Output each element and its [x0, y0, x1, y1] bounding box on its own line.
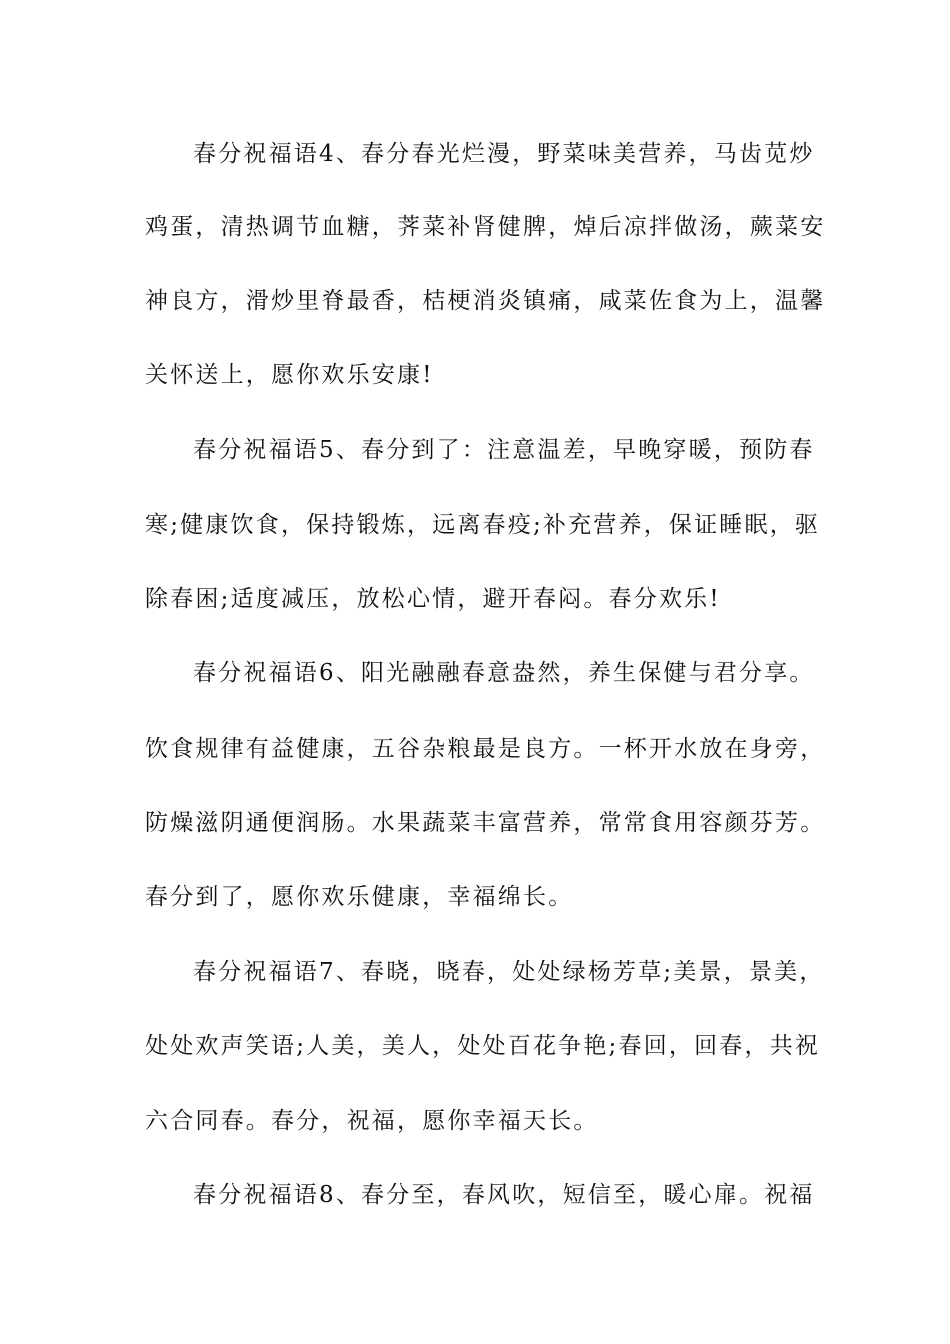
text-line: 寒;健康饮食，保持锻炼，远离春疫;补充营养，保证睡眠，驱	[145, 512, 821, 538]
text-line: 处处欢声笑语;人美，美人，处处百花争艳;春回，回春，共祝	[145, 1033, 821, 1059]
text-line: 防燥滋阴通便润肠。水果蔬菜丰富营养，常常食用容颜芬芳。	[145, 810, 826, 836]
text-line: 春分祝福语5、春分到了：注意温差，早晚穿暖，预防春	[193, 437, 815, 463]
text-line: 除春困;适度减压，放松心情，避开春闷。春分欢乐!	[145, 586, 721, 612]
text-line: 鸡蛋，清热调节血糖，荠菜补肾健脾，焯后凉拌做汤，蕨菜安	[145, 214, 826, 240]
text-line: 六合同春。春分，祝福，愿你幸福天长。	[145, 1108, 599, 1134]
text-line: 春分祝福语8、春分至，春风吹，短信至，暖心扉。祝福	[193, 1182, 815, 1208]
text-line: 春分祝福语7、春晓，晓春，处处绿杨芳草;美景，景美，	[193, 959, 825, 985]
text-line: 春分祝福语4、春分春光烂漫，野菜味美营养，马齿苋炒	[193, 141, 815, 167]
text-line: 春分祝福语6、阳光融融春意盎然，养生保健与君分享。	[193, 660, 815, 686]
text-line: 神良方，滑炒里脊最香，桔梗消炎镇痛，咸菜佐食为上，温馨	[145, 288, 826, 314]
text-line: 春分到了，愿你欢乐健康，幸福绵长。	[145, 884, 574, 910]
text-line: 关怀送上，愿你欢乐安康!	[145, 362, 434, 388]
text-line: 饮食规律有益健康，五谷杂粮最是良方。一杯开水放在身旁，	[145, 736, 826, 762]
